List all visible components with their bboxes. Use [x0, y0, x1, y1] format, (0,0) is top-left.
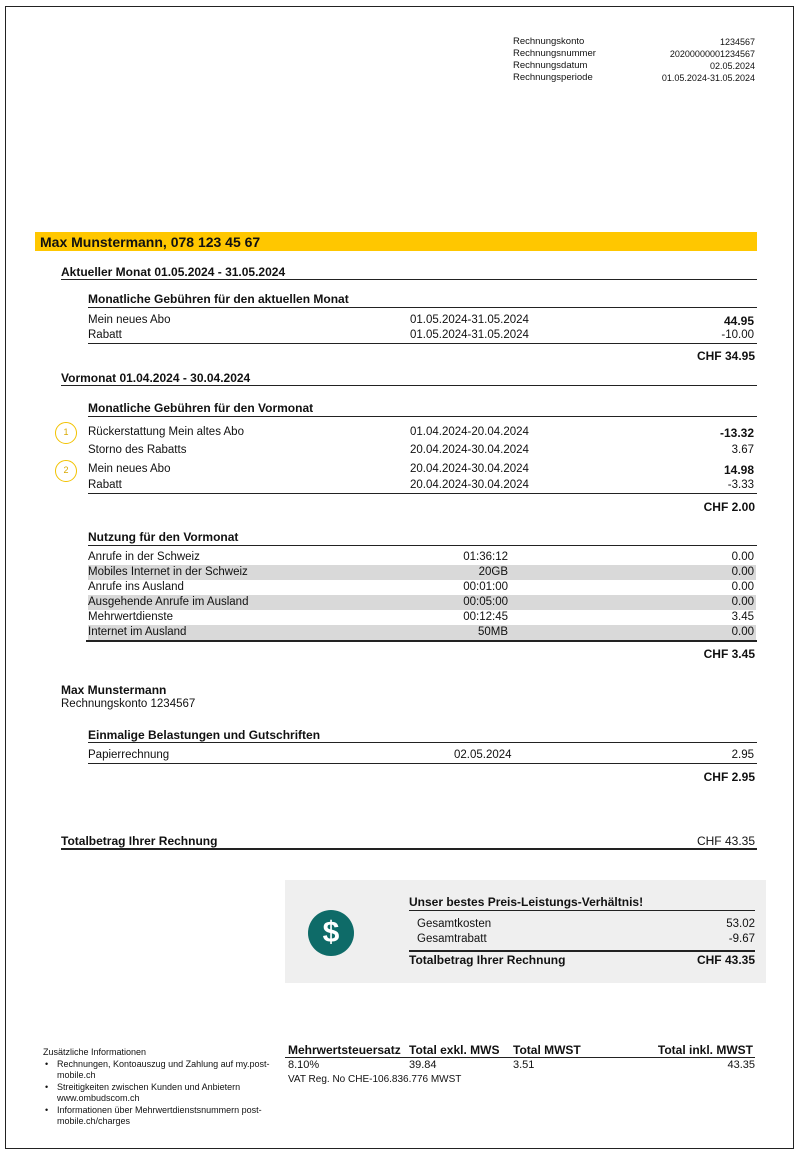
onetime-date: 02.05.2024	[454, 749, 512, 761]
divider	[409, 910, 755, 911]
charge-row	[88, 329, 756, 343]
charge-amount: -10.00	[721, 329, 754, 341]
usage-quantity: 00:12:45	[463, 611, 508, 623]
meta-row	[513, 60, 755, 72]
charge-period: 20.04.2024-30.04.2024	[410, 444, 529, 456]
marker-2-icon: 2	[55, 460, 77, 482]
usage-amount: 0.00	[731, 626, 754, 638]
customer-banner: Max Munstermann, 078 123 45 67	[35, 232, 757, 251]
promo-value: -9.67	[728, 933, 755, 945]
usage-row	[88, 595, 756, 610]
footer-item: • Informationen über Mehrwertdienstsnummern post-mobile.ch/charges	[43, 1105, 278, 1127]
divider	[285, 1057, 755, 1058]
vat-header: Total inkl. MWST	[657, 1043, 753, 1057]
usage-row	[88, 625, 756, 640]
onetime-amount: 2.95	[731, 749, 754, 761]
dollar-icon: $	[308, 910, 354, 956]
divider	[61, 848, 757, 850]
usage-quantity: 00:01:00	[463, 581, 508, 593]
meta-label: Rechnungskonto	[513, 36, 585, 47]
charge-amount: -3.33	[727, 479, 754, 491]
divider	[88, 742, 757, 743]
usage-label: Mobiles Internet in der Schweiz	[88, 566, 248, 578]
vat-value: 39.84	[409, 1059, 437, 1071]
usage-title: Nutzung für den Vormonat	[88, 530, 239, 544]
account-name: Max Munstermann	[61, 683, 167, 697]
charge-label: Rabatt	[88, 479, 122, 491]
meta-row	[513, 48, 755, 60]
divider	[86, 640, 757, 642]
footer-list	[43, 1059, 278, 1127]
meta-row	[513, 36, 755, 48]
usage-quantity: 20GB	[478, 566, 508, 578]
divider	[61, 385, 757, 386]
divider	[88, 763, 757, 764]
usage-amount: 0.00	[731, 566, 754, 578]
divider	[88, 307, 757, 308]
charge-label: Storno des Rabatts	[88, 444, 187, 456]
charge-row	[88, 314, 756, 328]
promo-box	[285, 880, 766, 983]
usage-quantity: 00:05:00	[463, 596, 508, 608]
charge-label: Mein neues Abo	[88, 314, 171, 326]
usage-quantity: 01:36:12	[463, 551, 508, 563]
usage-amount: 0.00	[731, 581, 754, 593]
current-month-title: Aktueller Monat 01.05.2024 - 31.05.2024	[61, 265, 286, 279]
charge-amount: -13.32	[719, 426, 754, 440]
usage-row	[88, 565, 756, 580]
charge-amount: 14.98	[723, 463, 754, 477]
charge-period: 20.04.2024-30.04.2024	[410, 479, 529, 491]
charge-period: 20.04.2024-30.04.2024	[410, 463, 529, 475]
divider	[61, 279, 757, 280]
promo-total-value: CHF 43.35	[696, 953, 755, 967]
usage-row	[88, 580, 756, 595]
usage-row	[88, 550, 756, 565]
meta-label: Rechnungsperiode	[513, 72, 593, 83]
divider	[88, 493, 757, 494]
previous-month-subtitle: Monatliche Gebühren für den Vormonat	[88, 401, 314, 415]
divider	[88, 416, 757, 417]
usage-label: Anrufe in der Schweiz	[88, 551, 200, 563]
divider	[409, 950, 755, 952]
promo-title: Unser bestes Preis-Leistungs-Verhältnis!	[409, 895, 644, 909]
vat-header: Total MWST	[513, 1043, 581, 1057]
meta-label: Rechnungsnummer	[513, 48, 596, 59]
usage-quantity: 50MB	[477, 626, 508, 638]
meta-value: 01.05.2024-31.05.2024	[661, 73, 755, 83]
footer-item: • Streitigkeiten zwischen Kunden und Anbietern www.ombudscom.ch	[43, 1082, 278, 1104]
promo-value: 53.02	[726, 918, 755, 930]
onetime-label: Papierrechnung	[88, 749, 170, 761]
footer-item: • Rechnungen, Kontoauszug und Zahlung auf my.post-mobile.ch	[43, 1059, 278, 1081]
vat-reg: VAT Reg. No CHE-106.836.776 MWST	[288, 1074, 462, 1085]
charge-row	[88, 479, 756, 493]
charge-amount: 44.95	[723, 314, 754, 328]
usage-label: Mehrwertdienste	[88, 611, 174, 623]
vat-value: 3.51	[513, 1059, 535, 1071]
vat-header: Total exkl. MWS	[409, 1043, 500, 1057]
charge-label: Rückerstattung Mein altes Abo	[88, 426, 244, 438]
footer-info	[43, 1047, 278, 1128]
usage-row	[88, 610, 756, 625]
charge-row	[88, 426, 756, 440]
charge-period: 01.04.2024-20.04.2024	[410, 426, 529, 438]
charge-row	[88, 444, 756, 458]
account-number: Rechnungskonto 1234567	[61, 698, 196, 710]
promo-label: Gesamtrabatt	[417, 933, 487, 945]
charge-amount: 3.67	[731, 444, 754, 456]
promo-row	[417, 918, 755, 930]
divider	[88, 545, 757, 546]
meta-label: Rechnungsdatum	[513, 60, 588, 71]
usage-label: Ausgehende Anrufe im Ausland	[88, 596, 249, 608]
onetime-total: CHF 2.95	[703, 770, 755, 784]
usage-label: Internet im Ausland	[88, 626, 187, 638]
meta-value: 1234567	[719, 37, 755, 47]
current-month-subtitle: Monatliche Gebühren für den aktuellen Monat	[88, 292, 349, 306]
charge-label: Mein neues Abo	[88, 463, 171, 475]
promo-label: Gesamtkosten	[417, 918, 492, 930]
marker-1-icon: 1	[55, 422, 77, 444]
onetime-title: Einmalige Belastungen und Gutschriften	[88, 728, 321, 742]
charge-period: 01.05.2024-31.05.2024	[410, 314, 529, 326]
promo-total-label: Totalbetrag Ihrer Rechnung	[409, 953, 566, 967]
grand-total-value: CHF 43.35	[696, 834, 755, 848]
vat-value: 8.10%	[288, 1059, 320, 1071]
footer-title: Zusätzliche Informationen	[43, 1047, 147, 1057]
charge-period: 01.05.2024-31.05.2024	[410, 329, 529, 341]
vat-value: 43.35	[727, 1059, 755, 1071]
meta-value: 20200000001234567	[669, 49, 755, 59]
usage-amount: 0.00	[731, 551, 754, 563]
meta-value: 02.05.2024	[709, 61, 755, 71]
meta-row	[513, 72, 755, 84]
current-month-total: CHF 34.95	[696, 349, 755, 363]
usage-label: Anrufe ins Ausland	[88, 581, 184, 593]
charge-row	[88, 463, 756, 477]
invoice-meta	[513, 36, 755, 84]
promo-row	[417, 933, 755, 945]
previous-month-title: Vormonat 01.04.2024 - 30.04.2024	[61, 371, 251, 385]
vat-header: Mehrwertsteuersatz	[288, 1043, 401, 1057]
grand-total-label: Totalbetrag Ihrer Rechnung	[61, 834, 218, 848]
usage-amount: 3.45	[731, 611, 754, 623]
usage-amount: 0.00	[731, 596, 754, 608]
onetime-row	[88, 749, 756, 763]
divider	[88, 343, 757, 344]
usage-total: CHF 3.45	[703, 647, 755, 661]
charge-label: Rabatt	[88, 329, 122, 341]
previous-month-total: CHF 2.00	[703, 500, 755, 514]
